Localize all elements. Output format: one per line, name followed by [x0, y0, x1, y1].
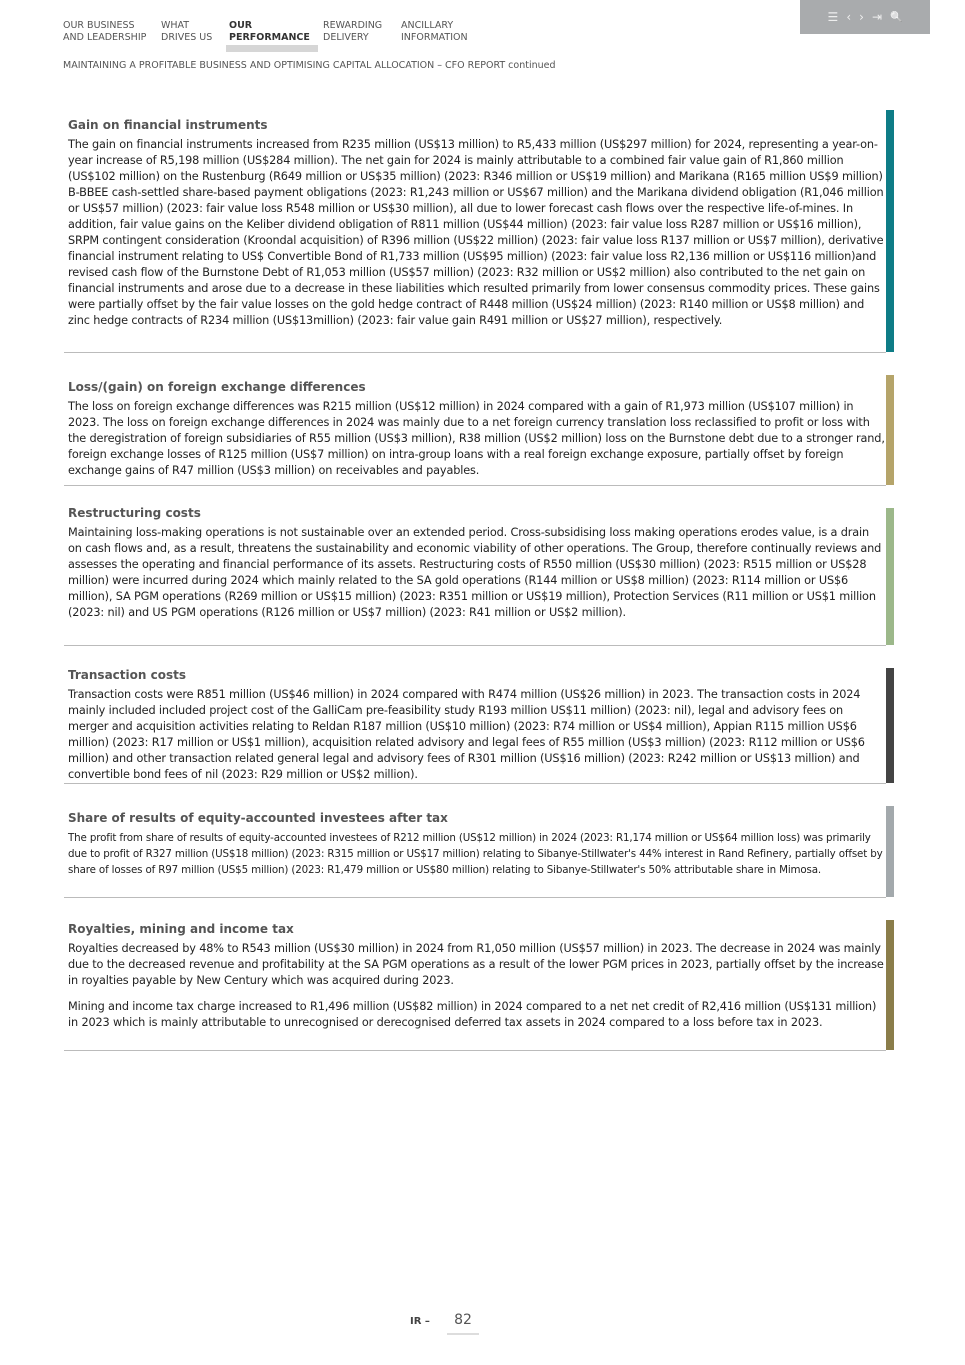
nav-label: DELIVERY [323, 32, 369, 43]
section-color-bar [886, 920, 894, 1050]
section-paragraph: The gain on financial instruments increased from R235 million (US$13 million) to R5,433 million (US$297 million) for 2024, representing a year-on-year increase of R5,198 million (US$284 million). The net gain for 2024 is mainly attributable to a combined fair value gain of R1,860 million (US$102 million) on the Rustenburg (R649 million or US$35 million) (2023: R346 million or US$19 million) and Marikana (R165 million US$9 million) B-BBEE cash-settled share-based payment obligations (2023: R1,243 million or US$67 million) and the Marikana dividend obligation (R1,046 million or US$57 million) (2023: fair value loss R548 million or US$30 million), all due to lower forecast cash flows over the respective life-of-mines. In addition, fair value gains on the Keliber dividend obligation of R811 million (US$44 million) (2023: fair value loss R287 million or US$16 million), SRPM contingent consideration (Kroondal acquisition) of R396 million (US$22 million) (2023: fair value loss R137 million or US$7 million), derivative financial instrument relating to US$ Convertible Bond of R1,733 million (US$95 million) (2023: fair value loss R2,136 million or US$116 million)and revised cash flow of the Burnstone Debt of R1,053 million (US$57 million) (2023: R32 million or US$2 million) also contributed to the net gain on financial instruments and arose due to a decrease in these liabilities which resulted primarily from lower consensus commodity prices. These gains were partially offset by the fair value losses on the gold hedge contract of R448 million (US$24 million) (2023: R140 million or US$8 million) and zinc hedge contracts of R234 million (US$13million) (2023: fair value gain R491 million or US$27 million), respectively. [68, 138, 884, 327]
active-nav-indicator [226, 45, 318, 52]
section-gain-financial-instruments [64, 118, 886, 353]
section-title: Restructuring costs [68, 506, 201, 520]
page-subtitle: MAINTAINING A PROFITABLE BUSINESS AND OPTIMISING CAPITAL ALLOCATION – CFO REPORT continued [63, 60, 556, 71]
nav-label: OUR [229, 20, 253, 31]
section-restructuring-costs [64, 506, 886, 646]
page-number: 82 [447, 1312, 479, 1335]
nav-what-drives-us[interactable] [161, 20, 212, 44]
section-title: Royalties, mining and income tax [68, 922, 294, 936]
section-color-bar [886, 375, 894, 485]
chevron-right-icon[interactable]: › [859, 10, 864, 24]
chevron-left-icon[interactable]: ‹ [846, 10, 852, 24]
section-paragraph: Transaction costs were R851 million (US$46 million) in 2024 compared with R474 million (US$26 million) in 2023. The transaction costs in 2024 mainly included included project cost of the GalliCam pre-feasibility study R193 million US$11 million) (2023: nil), legal and advisory fees on merger and acquisition activities relating to Reldan R187 million (US$10 million) (2023: R74 million or US$4 million), Appian R115 million US$6 million) (2023: R17 million or US$1 million), acquisition related advisory and legal fees of R55 million (US$3 million) (2023: R112 million or US$6 million) and other transaction related general legal and advisory fees of R301 million (US$16 million) (2023: R242 million or US$13 million) and convertible bond fees of nil (2023: R29 million or US$2 million). [68, 688, 865, 781]
nav-label: OUR BUSINESS [63, 20, 135, 31]
section-paragraph: Royalties decreased by 48% to R543 million (US$30 million) in 2024 from R1,050 million (US$57 million) in 2023. The decrease in 2024 was mainly due to the decreased revenue and profitability at the SA PGM operations as a result of the lower PGM prices in 2023, partially offset by the increase in royalties payable by New Century which was acquired during 2023. [68, 942, 884, 987]
search-icon[interactable]: 🔍 [890, 11, 903, 23]
nav-label: DRIVES US [161, 32, 213, 43]
nav-label: AND LEADERSHIP [63, 32, 147, 43]
nav-label: WHAT [161, 20, 190, 31]
section-color-bar [886, 110, 894, 352]
section-color-bar [886, 806, 894, 897]
footer-report-label: IR – [410, 1316, 430, 1327]
section-color-bar [886, 668, 894, 783]
exit-icon[interactable]: ⇥ [871, 10, 882, 24]
section-color-bar [886, 508, 894, 645]
section-equity-investees [64, 811, 886, 898]
toolbar [800, 0, 930, 34]
nav-our-performance[interactable] [229, 20, 310, 44]
section-transaction-costs [64, 668, 886, 784]
nav-our-business[interactable] [63, 20, 146, 44]
section-paragraph: The loss on foreign exchange differences was R215 million (US$12 million) in 2024 compared with a gain of R1,973 million (US$107 million) in 2023. The loss on foreign exchange differences in 2024 was mainly due to a net foreign currency translation loss reclassified to profit or loss with the deregistration of foreign subsidiaries of R55 million (US$3 million), R38 million (US$2 million) loss on the Burnstone debt due to a stronger rand, foreign exchange losses of R125 million (US$7 million) on intra-group loans with a real foreign exchange exposure, partially offset by foreign exchange gains of R47 million (US$3 million) on receivables and payables. [68, 400, 885, 477]
section-title: Loss/(gain) on foreign exchange differences [68, 380, 366, 394]
section-paragraph: Maintaining loss-making operations is not sustainable over an extended period. Cross-subsidising loss making operations erodes value, is a drain on cash flows and, as a result, threatens the sustainability and economic viability of other operations. The Group, therefore continually reviews and assesses the operating and financial performance of its assets. Restructuring costs of R550 million (US$30 million) (2023: R515 million or US$28 million) were incurred during 2024 which mainly related to the SA gold operations (R144 million or US$8 million) (2023: R114 million or US$6 million), SA PGM operations (R269 million or US$15 million) (2023: R351 million or US$19 million), Protection Services (R11 million or US$1 million (2023: nil) and US PGM operations (R126 million or US$7 million) (2023: R41 million or US$2 million). [68, 526, 882, 619]
nav-ancillary-information[interactable] [401, 20, 468, 44]
section-foreign-exchange [64, 380, 886, 486]
nav-label: ANCILLARY [401, 20, 454, 31]
section-title: Gain on financial instruments [68, 118, 268, 132]
section-paragraph: The profit from share of results of equity-accounted investees of R212 million (US$12 million) in 2024 (2023: R1,174 million or US$64 million loss) was primarily due to profit of R327 million (US$18 million) (2023: R315 million or US$17 million) relating to Sibanye-Stillwater's 44% interest in Rand Refinery, partially offset by share of losses of R97 million (US$5 million) (2023: R1,479 million or US$80 million) relating to Sibanye-Stillwater's 50% attributable share in Mimosa. [68, 832, 883, 876]
nav-label: PERFORMANCE [229, 32, 310, 43]
section-paragraph: Mining and income tax charge increased to R1,496 million (US$82 million) in 2024 compared to a net net credit of R2,416 million (US$131 million) in 2023 which is mainly attributable to unrecognised or derecognised deferred tax assets in 2024 compared to a loss before tax in 2023. [68, 1000, 877, 1029]
nav-label: INFORMATION [401, 32, 468, 43]
nav-rewarding-delivery[interactable] [323, 20, 382, 44]
nav-label: REWARDING [323, 20, 383, 31]
section-royalties-tax [64, 922, 886, 1051]
menu-icon[interactable]: ☰ [827, 10, 839, 24]
section-title: Share of results of equity-accounted investees after tax [68, 811, 448, 825]
section-title: Transaction costs [68, 668, 186, 682]
